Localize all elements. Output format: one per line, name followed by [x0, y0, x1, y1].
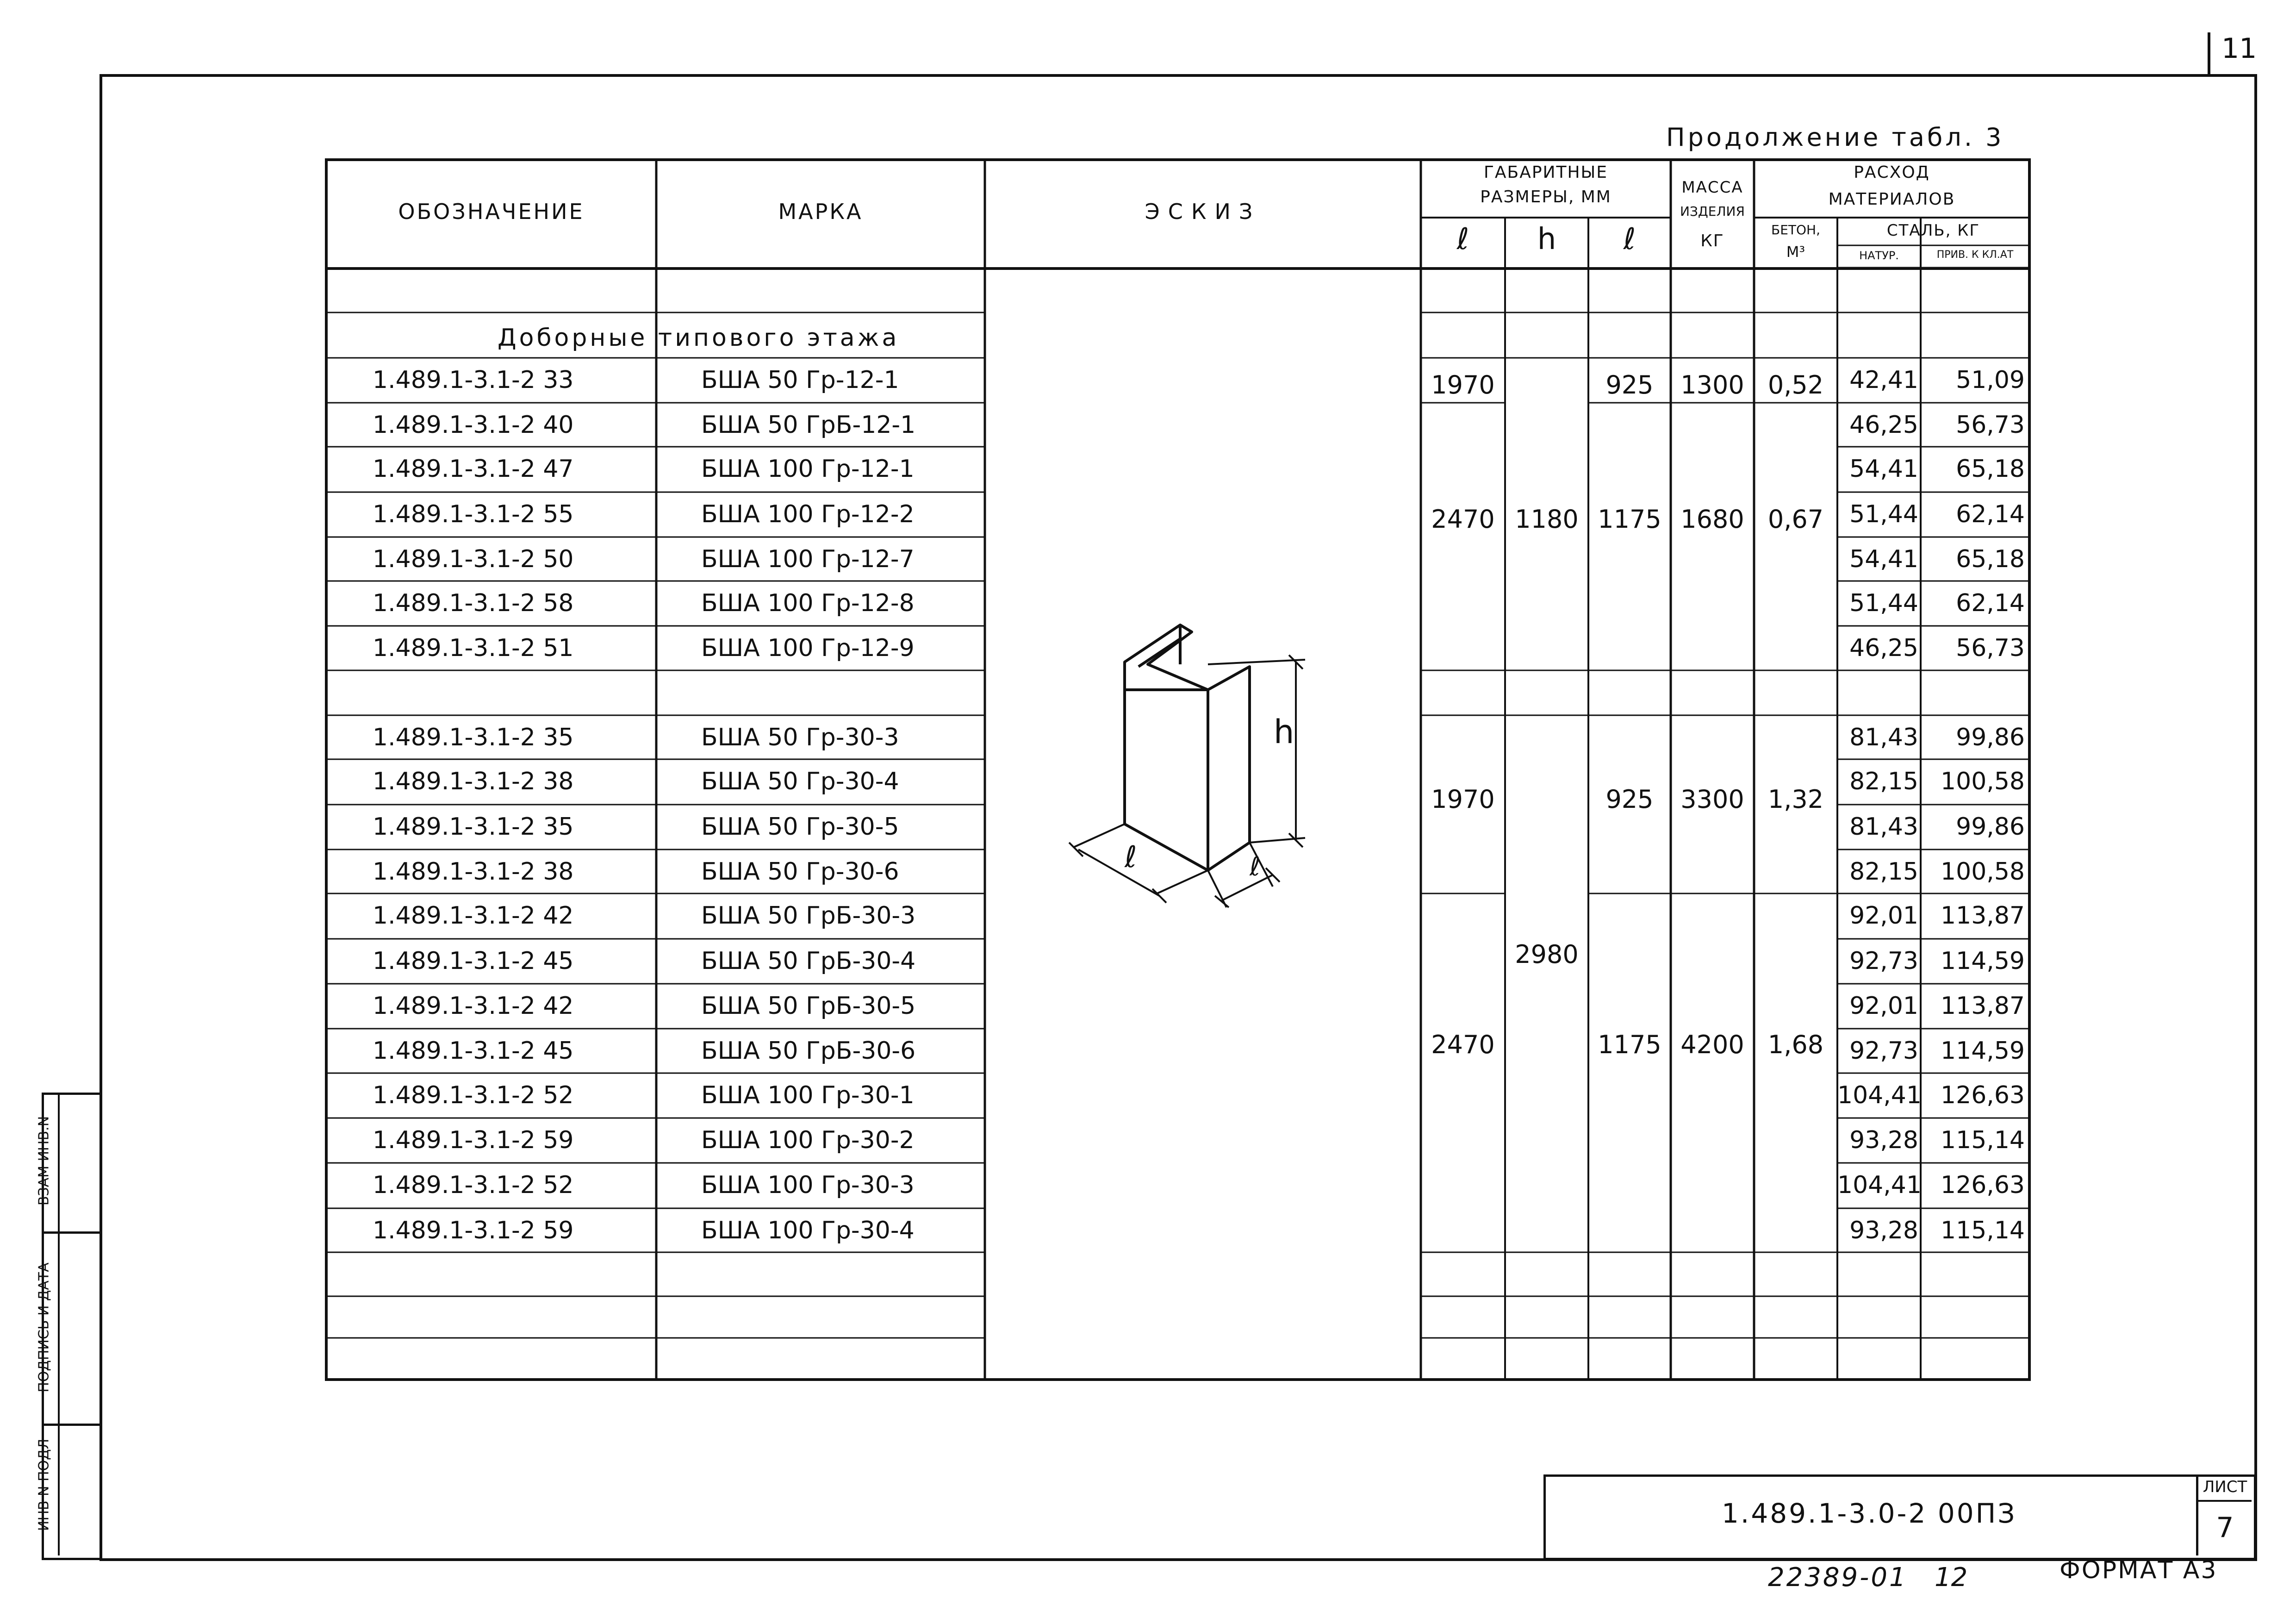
row-4-nat: 51,44	[1849, 500, 1918, 528]
sketch-label-h: h	[1274, 713, 1294, 751]
row-10-mark: БША 50 Гр-30-5	[701, 813, 899, 841]
header-sketch: ЭСКИЗ	[1145, 199, 1261, 224]
table-caption: Продолжение табл. 3	[1666, 123, 2004, 152]
g2-concrete: 0,67	[1767, 505, 1824, 534]
header-mass-1: МАССА	[1681, 178, 1743, 197]
header-designation: ОБОЗНАЧЕНИЕ	[398, 199, 585, 224]
row-11-mark: БША 50 Гр-30-6	[701, 858, 899, 886]
row-19-priv: 115,14	[1941, 1217, 2025, 1244]
row-19-mark: БША 100 Гр-30-4	[701, 1217, 915, 1244]
row-3-nat: 54,41	[1849, 455, 1918, 483]
g4-concrete: 1,68	[1767, 1030, 1824, 1059]
row-10-priv: 99,86	[1956, 813, 2025, 841]
row-9-designation: 1.489.1-3.1-2 38	[373, 768, 574, 795]
row-12-nat: 92,01	[1849, 902, 1918, 930]
header-mark: МАРКА	[778, 199, 863, 224]
header-consumption-2: МАТЕРИАЛОВ	[1828, 190, 1955, 209]
header-dim-l: ℓ	[1456, 222, 1469, 256]
row-19-nat: 93,28	[1849, 1217, 1918, 1244]
header-mass-unit: КГ	[1700, 231, 1724, 250]
row-16-mark: БША 100 Гр-30-1	[701, 1081, 915, 1109]
row-18-nat: 104,41	[1837, 1171, 1922, 1199]
row-2-priv: 56,73	[1956, 411, 2025, 439]
row-14-mark: БША 50 ГрБ-30-5	[701, 992, 916, 1020]
row-2-nat: 46,25	[1849, 411, 1918, 439]
sketch-label-l: ℓ	[1125, 840, 1137, 874]
row-19-designation: 1.489.1-3.1-2 59	[373, 1217, 574, 1244]
row-8-priv: 99,86	[1956, 724, 2025, 751]
row-12-priv: 113,87	[1941, 902, 2025, 930]
row-5-designation: 1.489.1-3.1-2 50	[373, 545, 574, 573]
sketch-label-b: ℓ	[1250, 852, 1261, 882]
row-10-nat: 81,43	[1849, 813, 1918, 841]
g1-l: 1970	[1431, 370, 1495, 400]
g4-l: 2470	[1431, 1030, 1495, 1059]
row-12-mark: БША 50 ГрБ-30-3	[701, 902, 916, 930]
row-15-nat: 92,73	[1849, 1037, 1918, 1065]
row-18-designation: 1.489.1-3.1-2 52	[373, 1171, 574, 1199]
row-12-designation: 1.489.1-3.1-2 42	[373, 902, 574, 930]
row-6-designation: 1.489.1-3.1-2 58	[373, 589, 574, 617]
header-concrete-unit: М³	[1786, 243, 1805, 261]
header-dim-b: ℓ	[1623, 222, 1636, 256]
row-14-designation: 1.489.1-3.1-2 42	[373, 992, 574, 1020]
row-14-nat: 92,01	[1849, 992, 1918, 1020]
side-stamp-vzam: ВЗАМ ИНВ.N	[36, 1116, 52, 1206]
row-17-nat: 93,28	[1849, 1126, 1918, 1154]
row-15-mark: БША 50 ГрБ-30-6	[701, 1037, 916, 1065]
row-3-designation: 1.489.1-3.1-2 47	[373, 455, 574, 483]
row-11-priv: 100,58	[1941, 858, 2025, 886]
g4-b: 1175	[1598, 1030, 1661, 1059]
row-5-priv: 65,18	[1956, 545, 2025, 573]
header-consumption-1: РАСХОД	[1854, 163, 1930, 182]
sheet-label: ЛИСТ	[2203, 1478, 2247, 1496]
header-dimensions-2: РАЗМЕРЫ, ММ	[1480, 187, 1612, 206]
row-1-mark: БША 50 Гр-12-1	[701, 366, 899, 394]
g2-b: 1175	[1598, 505, 1661, 534]
header-steel: СТАЛЬ, КГ	[1886, 221, 1980, 240]
g3-b: 925	[1605, 785, 1654, 814]
row-3-mark: БША 100 Гр-12-1	[701, 455, 915, 483]
side-stamp-inv: ИНВ N ПОДЛ	[36, 1438, 52, 1531]
row-3-priv: 65,18	[1956, 455, 2025, 483]
g1-mass: 1300	[1680, 370, 1744, 400]
row-6-priv: 62,14	[1956, 589, 2025, 617]
row-2-mark: БША 50 ГрБ-12-1	[701, 411, 916, 439]
row-18-mark: БША 100 Гр-30-3	[701, 1171, 915, 1199]
row-7-nat: 46,25	[1849, 634, 1918, 662]
row-6-nat: 51,44	[1849, 589, 1918, 617]
page-number: 11	[2221, 32, 2257, 65]
row-5-nat: 54,41	[1849, 545, 1918, 573]
row-18-priv: 126,63	[1941, 1171, 2025, 1199]
header-steel-nat: НАТУР.	[1859, 249, 1899, 262]
row-8-designation: 1.489.1-3.1-2 35	[373, 724, 574, 751]
g1-b: 925	[1605, 370, 1654, 400]
row-13-priv: 114,59	[1941, 947, 2025, 975]
row-13-nat: 92,73	[1849, 947, 1918, 975]
row-13-designation: 1.489.1-3.1-2 45	[373, 947, 574, 975]
title-block-sheet-div	[2196, 1500, 2252, 1502]
row-9-nat: 82,15	[1849, 768, 1918, 795]
g3-concrete: 1,32	[1767, 785, 1824, 814]
header-dimensions-1: ГАБАРИТНЫЕ	[1483, 163, 1608, 182]
row-16-designation: 1.489.1-3.1-2 52	[373, 1081, 574, 1109]
footer-format: ФОРМАТ А3	[2060, 1556, 2218, 1584]
row-4-priv: 62,14	[1956, 500, 2025, 528]
g3-mass: 3300	[1680, 785, 1744, 814]
row-15-designation: 1.489.1-3.1-2 45	[373, 1037, 574, 1065]
g2-l: 2470	[1431, 505, 1495, 534]
row-13-mark: БША 50 ГрБ-30-4	[701, 947, 916, 975]
header-dim-h: h	[1537, 222, 1556, 256]
header-mass-2: ИЗДЕЛИЯ	[1680, 204, 1745, 219]
side-stamp-podpis: ПОДПИСЬ И ДАТА	[36, 1262, 52, 1393]
row-6-mark: БША 100 Гр-12-8	[701, 589, 915, 617]
row-17-designation: 1.489.1-3.1-2 59	[373, 1126, 574, 1154]
row-14-priv: 113,87	[1941, 992, 2025, 1020]
g1-concrete: 0,52	[1767, 370, 1824, 400]
g3-l: 1970	[1431, 785, 1495, 814]
row-16-priv: 126,63	[1941, 1081, 2025, 1109]
row-2-designation: 1.489.1-3.1-2 40	[373, 411, 574, 439]
row-1-priv: 51,09	[1956, 366, 2025, 394]
row-11-nat: 82,15	[1849, 858, 1918, 886]
row-10-designation: 1.489.1-3.1-2 35	[373, 813, 574, 841]
row-8-nat: 81,43	[1849, 724, 1918, 751]
row-8-mark: БША 50 Гр-30-3	[701, 724, 899, 751]
header-concrete: БЕТОН,	[1771, 222, 1820, 237]
row-9-mark: БША 50 Гр-30-4	[701, 768, 899, 795]
header-steel-priv: ПРИВ. К КЛ.АТ	[1936, 249, 2014, 261]
row-7-designation: 1.489.1-3.1-2 51	[373, 634, 574, 662]
document-code: 1.489.1-3.0-2 00ПЗ	[1722, 1498, 2017, 1529]
row-7-priv: 56,73	[1956, 634, 2025, 662]
row-4-mark: БША 100 Гр-12-2	[701, 500, 915, 528]
g4-mass: 4200	[1680, 1030, 1744, 1059]
row-5-mark: БША 100 Гр-12-7	[701, 545, 915, 573]
block-sketch	[1055, 616, 1333, 912]
g2-mass: 1680	[1680, 505, 1744, 534]
row-7-mark: БША 100 Гр-12-9	[701, 634, 915, 662]
section-title: Доборные типового этажа	[498, 324, 900, 352]
g2-h: 1180	[1515, 505, 1579, 534]
footer-num: 12	[1935, 1562, 1968, 1593]
row-17-mark: БША 100 Гр-30-2	[701, 1126, 915, 1154]
footer-order: 22389-01	[1768, 1562, 1908, 1593]
row-17-priv: 115,14	[1941, 1126, 2025, 1154]
row-1-designation: 1.489.1-3.1-2 33	[373, 366, 574, 394]
row-11-designation: 1.489.1-3.1-2 38	[373, 858, 574, 886]
row-1-nat: 42,41	[1849, 366, 1918, 394]
sheet-number: 7	[2216, 1512, 2234, 1544]
row-16-nat: 104,41	[1837, 1081, 1922, 1109]
row-15-priv: 114,59	[1941, 1037, 2025, 1065]
h30: 2980	[1515, 940, 1579, 969]
row-9-priv: 100,58	[1941, 768, 2025, 795]
row-4-designation: 1.489.1-3.1-2 55	[373, 500, 574, 528]
